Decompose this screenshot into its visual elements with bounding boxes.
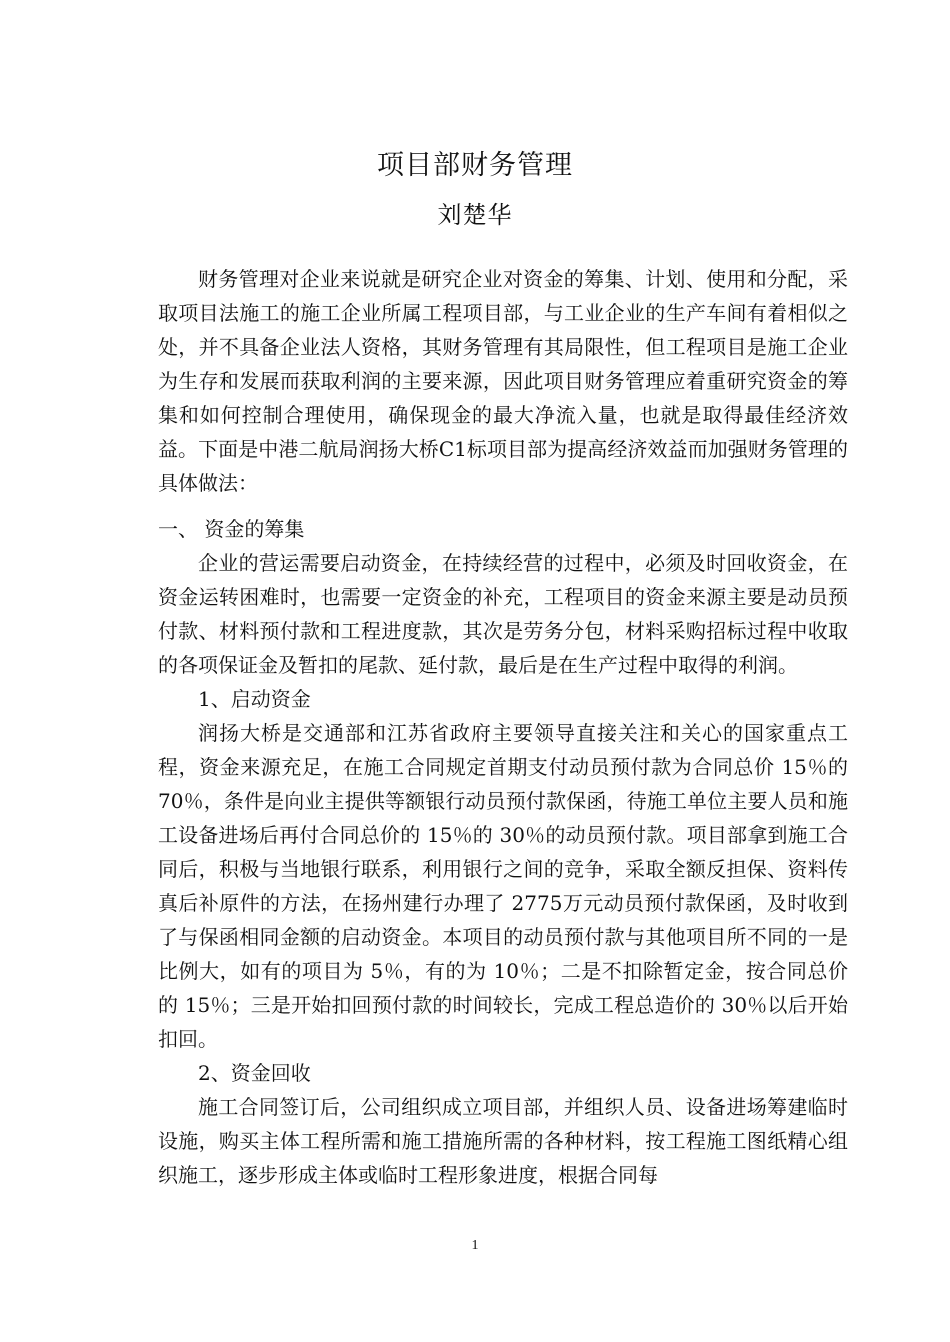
intro-paragraph: 财务管理对企业来说就是研究企业对资金的筹集、计划、使用和分配，采取项目法施工的施工企业所属工程项目部，与工业企业的生产车间有着相似之处，并不具备企业法人资格，其财务管理有其局限性，但工程项目是施工企业为生存和发展而获取利润的主要来源，因此项目财务管理应着重研究资金的筹集和如何控制合理使用，确保现金的最大净流入量，也就是取得最佳经济效益。下面是中港二航局润扬大桥C1标项目部为提高经济效益而加强财务管理的具体做法： xyxy=(158,267,848,495)
document-body xyxy=(158,262,848,1192)
section-funding-paragraph: 企业的营运需要启动资金，在持续经营的过程中，必须及时回收资金，在资金运转困难时，也需要一定资金的补充，工程项目的资金来源主要是动员预付款、材料预付款和工程进度款，其次是劳务分包，材料采购招标过程中收取的各项保证金及暂扣的尾款、延付款，最后是在生产过程中取得的利润。 xyxy=(158,551,848,677)
page-number: 1 xyxy=(471,1238,479,1253)
subsection-heading-fund-recovery: 2、资金回收 xyxy=(198,1061,311,1085)
document-author: 刘楚华 xyxy=(437,201,513,229)
subsection-heading-startup-funds: 1、启动资金 xyxy=(198,687,311,711)
section-heading-funding: 一、 资金的筹集 xyxy=(158,517,305,541)
subsection-startup-funds-paragraph: 润扬大桥是交通部和江苏省政府主要领导直接关注和关心的国家重点工程，资金来源充足，在施工合同规定首期支付动员预付款为合同总价 15％的 70％，条件是向业主提供等额银行动员预付款保函，待施工单位主要人员和施工设备进场后再付合同总价的 15％的 30％的动员预付款。项目部拿到施工合同后，积极与当地银行联系，利用银行之间的竞争，采取全额反担保、资料传真后补原件的方法，在扬州建行办理了 2775万元动员预付款保函，及时收到了与保函相同金额的启动资金。本项目的动员预付款与其他项目所不同的一是比例大，如有的项目为 5％，有的为 10％；二是不扣除暂定金，按合同总价的 15％；三是开始扣回预付款的时间较长，完成工程总造价的 30％以后开始扣回。 xyxy=(158,721,848,1051)
document-title: 项目部财务管理 xyxy=(377,150,573,181)
subsection-fund-recovery-paragraph: 施工合同签订后，公司组织成立项目部，并组织人员、设备进场筹建临时设施，购买主体工程所需和施工措施所需的各种材料，按工程施工图纸精心组织施工，逐步形成主体或临时工程形象进度，根据合同每 xyxy=(158,1095,848,1187)
